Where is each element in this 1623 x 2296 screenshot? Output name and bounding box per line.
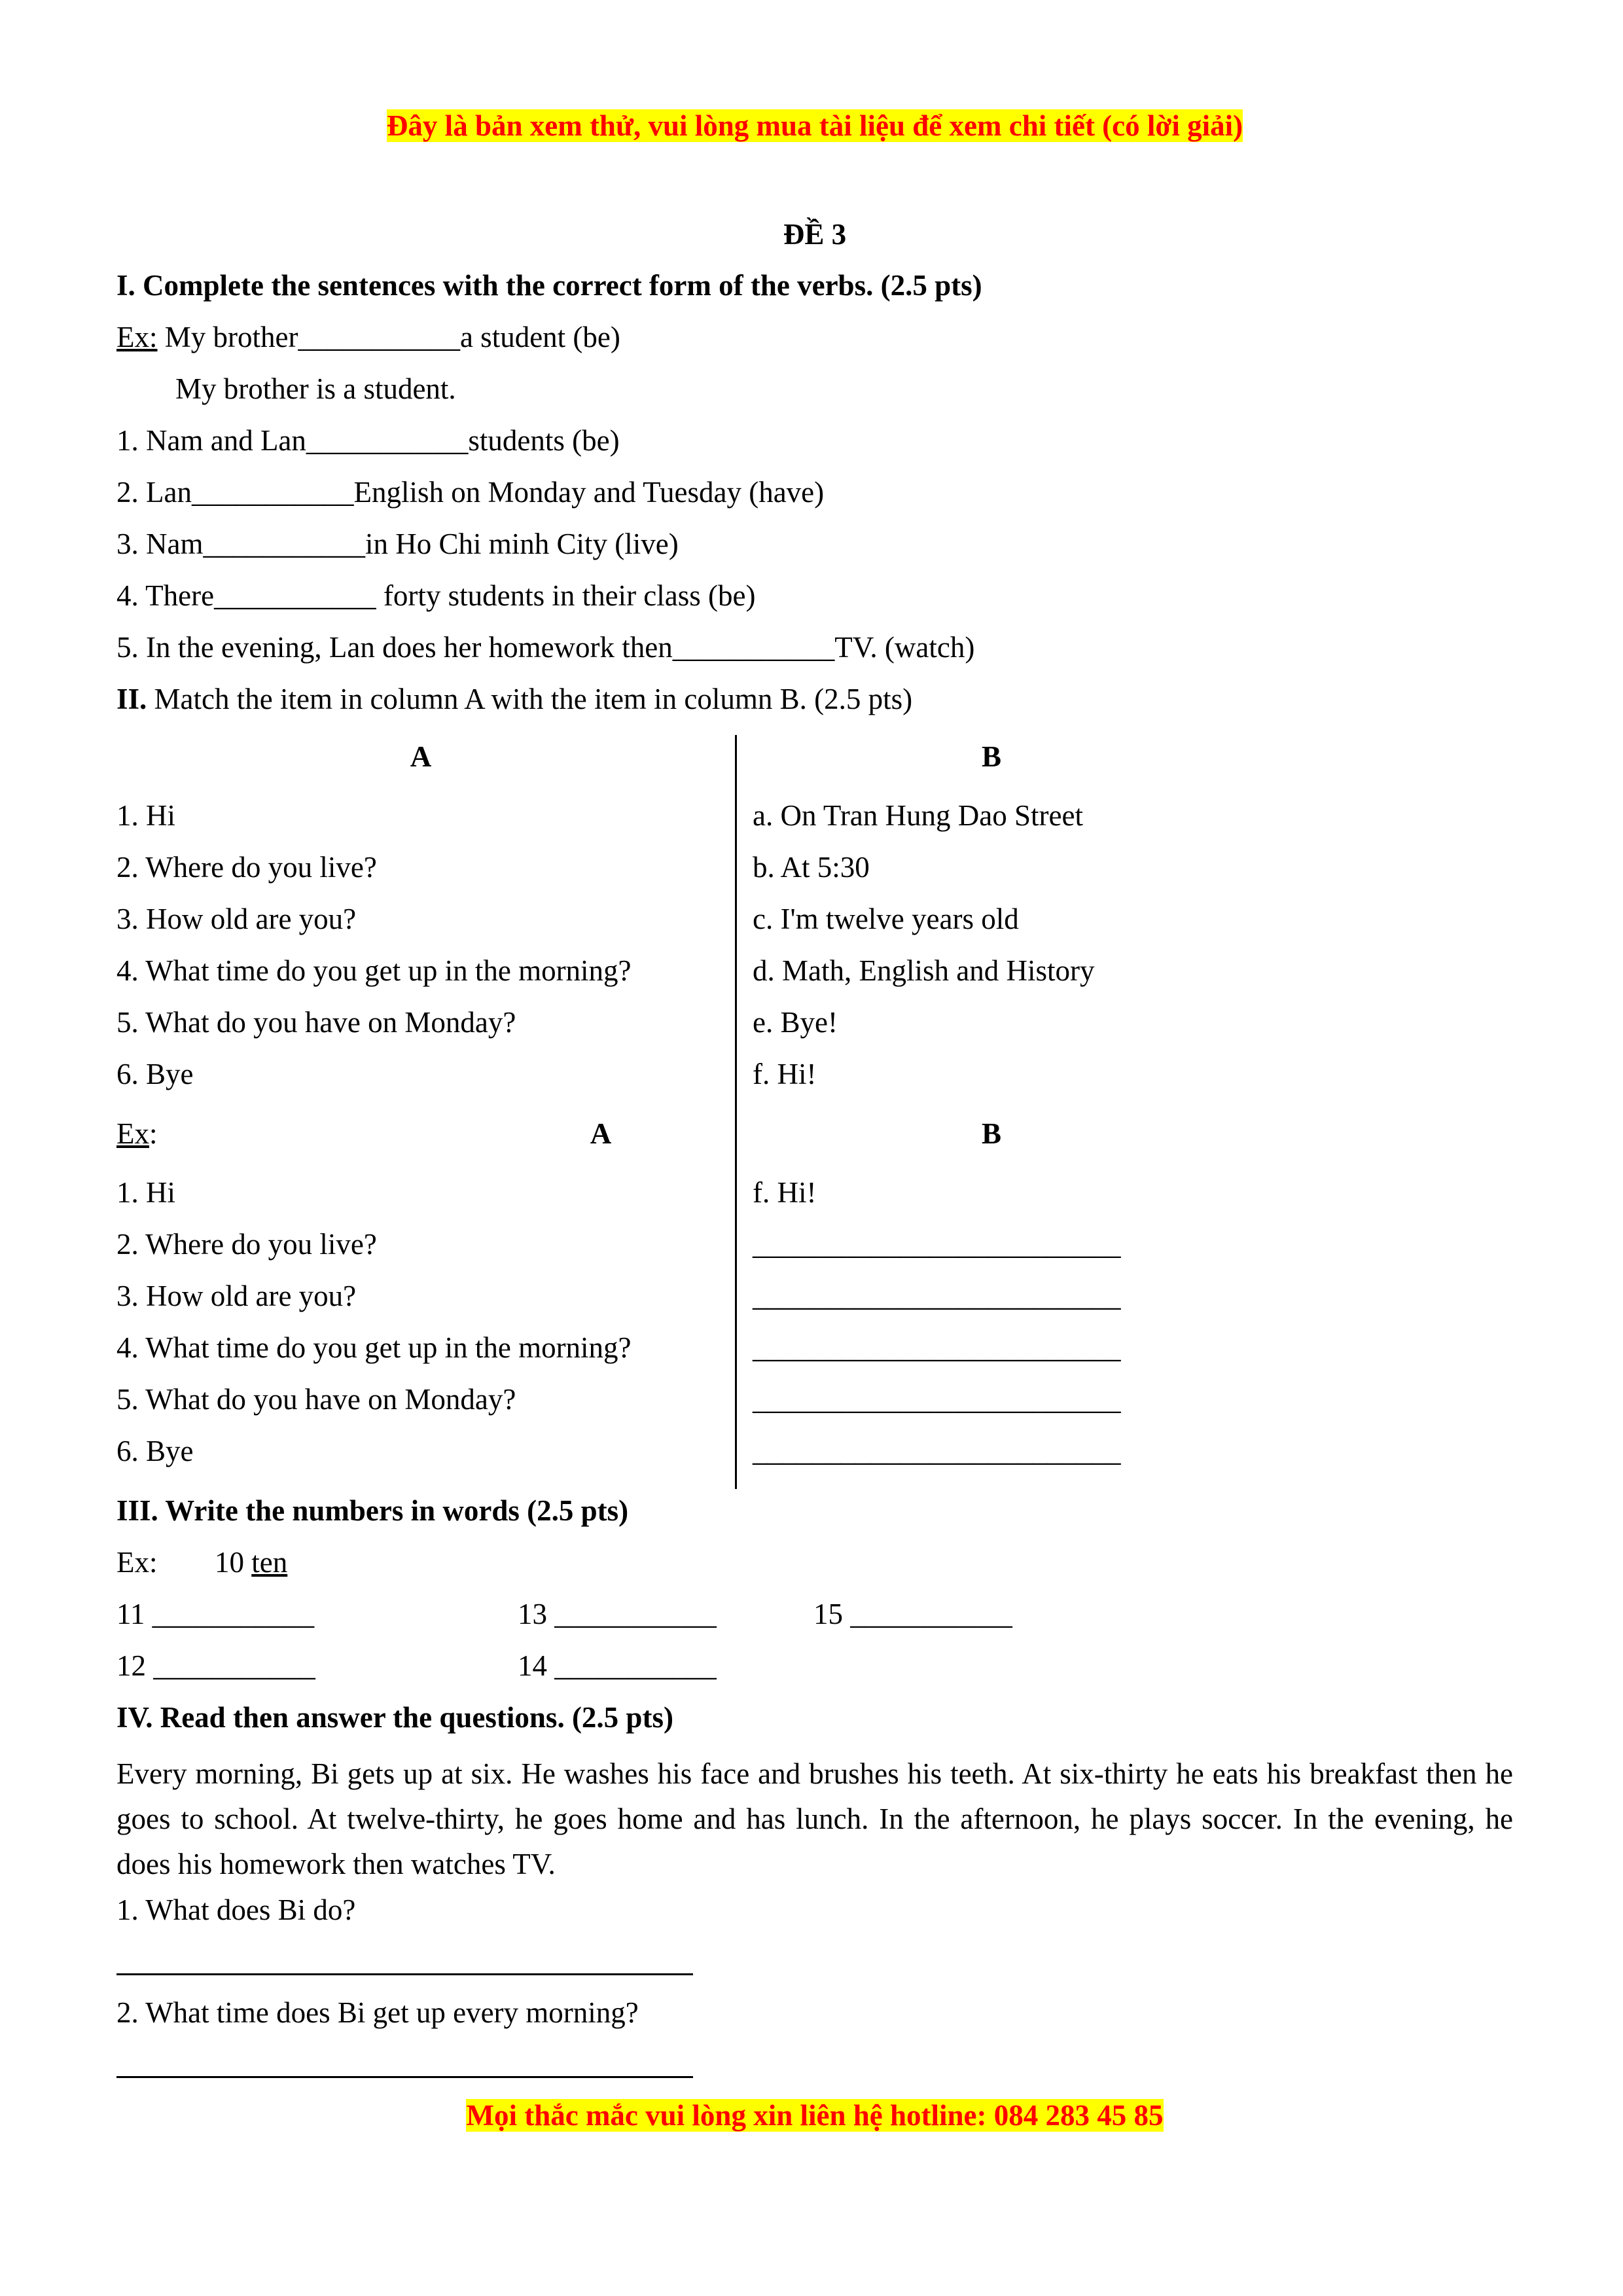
column-a-item: 1. Hi <box>116 799 175 832</box>
section1-item: 5. In the evening, Lan does her homework then___________TV. (watch) <box>116 631 975 664</box>
answer-column-b-header: B <box>981 1117 1001 1150</box>
section4-heading: IV. Read then answer the questions. (2.5 pts) <box>116 1701 673 1734</box>
number-item: 11 ___________ <box>116 1598 315 1630</box>
column-divider <box>735 735 737 1489</box>
answer-blank[interactable]: _________________________ <box>753 1331 1121 1364</box>
section1-item: 3. Nam___________in Ho Chi minh City (live) <box>116 528 679 560</box>
column-a-item: 2. Where do you live? <box>116 851 377 884</box>
column-b-header: B <box>981 740 1001 773</box>
exam-title: ĐỀ 3 <box>783 218 847 251</box>
column-a-item: 3. How old are you? <box>116 903 357 935</box>
answer-column-a-item: 6. Bye <box>116 1435 194 1467</box>
column-b-item: b. At 5:30 <box>753 851 870 884</box>
section2-heading-number: II. <box>116 683 147 715</box>
answer-blank[interactable]: _________________________ <box>753 1228 1121 1261</box>
answer-column-a-header: A <box>590 1117 612 1150</box>
question: 1. What does Bi do? <box>116 1893 356 1926</box>
answer-column-a-item: 3. How old are you? <box>116 1280 357 1312</box>
section2-heading <box>116 681 912 717</box>
answer-column-a-item: 5. What do you have on Monday? <box>116 1383 516 1416</box>
answer-column-a-item: 1. Hi <box>116 1176 175 1209</box>
section1-example-answer: My brother is a student. <box>175 372 456 405</box>
answer-line[interactable] <box>116 1973 693 1975</box>
example-word: ten <box>251 1546 288 1579</box>
answer-example-word: Ex <box>116 1117 149 1150</box>
answer-blank[interactable]: _________________________ <box>753 1280 1121 1312</box>
section3-example <box>215 1544 287 1581</box>
answer-line[interactable] <box>116 2076 693 2078</box>
column-a-item: 4. What time do you get up in the morning? <box>116 954 632 987</box>
number-item: 15 ___________ <box>813 1598 1012 1630</box>
example-sentence: My brother___________a student (be) <box>157 321 620 353</box>
hotline-notice-text: Mọi thắc mắc vui lòng xin liên hệ hotline: 084 283 45 85 <box>466 2099 1164 2132</box>
section3-example-label: Ex: <box>116 1546 158 1579</box>
answer-example-colon: : <box>149 1117 158 1150</box>
column-b-item: c. I'm twelve years old <box>753 903 1019 935</box>
answer-column-a-item: 2. Where do you live? <box>116 1228 377 1261</box>
number-item: 12 ___________ <box>116 1649 315 1682</box>
worksheet-page <box>116 0 1513 2296</box>
number-item: 13 ___________ <box>518 1598 717 1630</box>
answer-blank[interactable]: _________________________ <box>753 1383 1121 1416</box>
column-b-item: e. Bye! <box>753 1006 838 1039</box>
answer-column-a-item: 4. What time do you get up in the morning? <box>116 1331 632 1364</box>
answer-column-b-item: f. Hi! <box>753 1176 817 1209</box>
section1-item: 2. Lan___________English on Monday and Tuesday (have) <box>116 476 825 509</box>
answer-example-label <box>116 1115 158 1152</box>
column-b-item: f. Hi! <box>753 1058 817 1090</box>
section1-heading: I. Complete the sentences with the correct form of the verbs. (2.5 pts) <box>116 269 982 302</box>
column-b-item: a. On Tran Hung Dao Street <box>753 799 1083 832</box>
number-item: 14 ___________ <box>518 1649 717 1682</box>
column-a-header: A <box>410 740 432 773</box>
example-number: 10 <box>215 1546 244 1579</box>
hotline-notice <box>116 2097 1513 2134</box>
section1-item: 4. There___________ forty students in their class (be) <box>116 579 756 612</box>
section2-heading-text: Match the item in column A with the item in column B. (2.5 pts) <box>147 683 913 715</box>
preview-notice <box>116 107 1513 144</box>
column-a-item: 5. What do you have on Monday? <box>116 1006 516 1039</box>
section1-example <box>116 319 620 355</box>
example-label: Ex: <box>116 321 158 353</box>
answer-blank[interactable]: _________________________ <box>753 1435 1121 1467</box>
question: 2. What time does Bi get up every morning? <box>116 1996 639 2029</box>
column-a-item: 6. Bye <box>116 1058 194 1090</box>
reading-passage: Every morning, Bi gets up at six. He washes his face and brushes his teeth. At six-thirty he eats his breakfast then he goes to school. At twelve-thirty, he goes home and has lunch. In the afternoon, he plays soccer. In the evening, he does his homework then watches TV. <box>116 1757 1513 1880</box>
section3-heading: III. Write the numbers in words (2.5 pts) <box>116 1494 629 1527</box>
section1-item: 1. Nam and Lan___________students (be) <box>116 424 620 457</box>
column-b-item: d. Math, English and History <box>753 954 1095 987</box>
preview-notice-text: Đây là bản xem thử, vui lòng mua tài liệu để xem chi tiết (có lời giải) <box>386 109 1243 142</box>
